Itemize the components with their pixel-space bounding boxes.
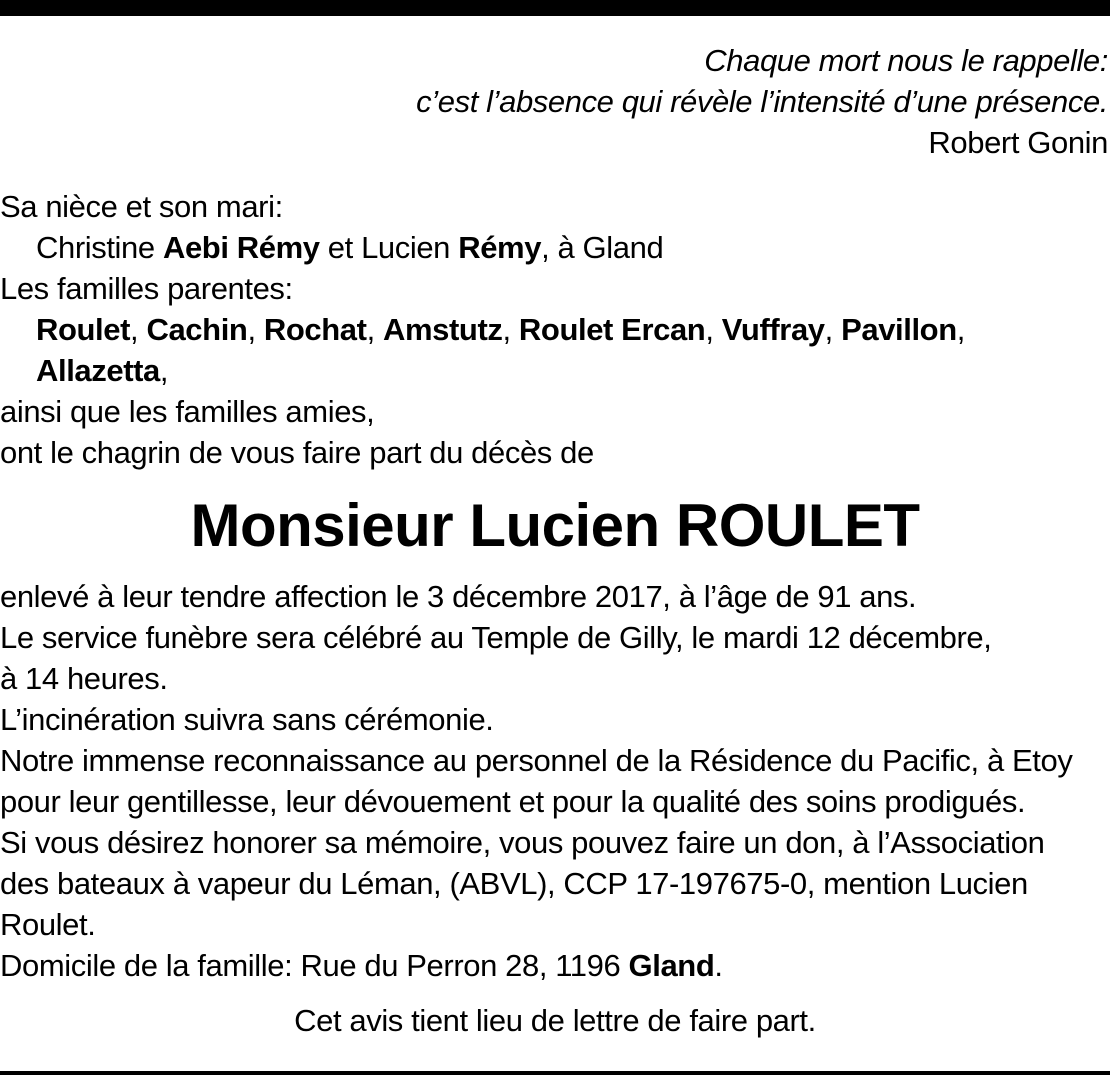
friends-line: ainsi que les familles amies, (0, 394, 375, 429)
bottom-border-rule (0, 1071, 1110, 1075)
husband-surname: Rémy (458, 230, 542, 265)
body-line-1: enlevé à leur tendre affection le 3 décembre 2017, à l’âge de 91 ans. (0, 579, 917, 614)
body-line-8: des bateaux à vapeur du Léman, (ABVL), CCP 17-197675-0, mention Lucien (0, 866, 1028, 901)
epigraph-quote (0, 40, 1110, 163)
body-line-2: Le service funèbre sera célébré au Temple de Gilly, le mardi 12 décembre, (0, 620, 992, 655)
closing-note: Cet avis tient lieu de lettre de faire part. (294, 1003, 816, 1038)
niece-intro: Sa nièce et son mari: (0, 189, 283, 224)
body-line-3: à 14 heures. (0, 661, 168, 696)
announce-line: ont le chagrin de vous faire part du décès de (0, 435, 594, 470)
domicile-city: Gland (628, 948, 715, 983)
top-border-bar (0, 0, 1110, 16)
quote-line-1: Chaque mort nous le rappelle: (704, 43, 1108, 78)
family-names-list: Roulet, Cachin, Rochat, Amstutz, Roulet Ercan, Vuffray, Pavillon, Allazetta, (36, 312, 965, 388)
body-line-6: pour leur gentillesse, leur dévouement et pour la qualité des soins prodigués. (0, 784, 1026, 819)
quote-line-2: c’est l’absence qui révèle l’intensité d’une présence. (416, 84, 1108, 119)
niece-names: Christine Aebi Rémy et Lucien Rémy, à Gland (36, 230, 664, 265)
body-line-7: Si vous désirez honorer sa mémoire, vous pouvez faire un don, à l’Association (0, 825, 1045, 860)
body-line-5: Notre immense reconnaissance au personnel de la Résidence du Pacific, à Etoy (0, 743, 1073, 778)
body-line-9: Roulet. (0, 907, 96, 942)
body-line-4: L’incinération suivra sans cérémonie. (0, 702, 494, 737)
quote-author: Robert Gonin (928, 125, 1108, 160)
niece-surname: Aebi Rémy (162, 230, 320, 265)
domicile-line: Domicile de la famille: Rue du Perron 28, 1196 Gland. (0, 948, 723, 983)
deceased-name-title: Monsieur Lucien ROULET (190, 492, 920, 559)
obituary-notice (0, 40, 1110, 1041)
families-intro: Les familles parentes: (0, 271, 293, 306)
